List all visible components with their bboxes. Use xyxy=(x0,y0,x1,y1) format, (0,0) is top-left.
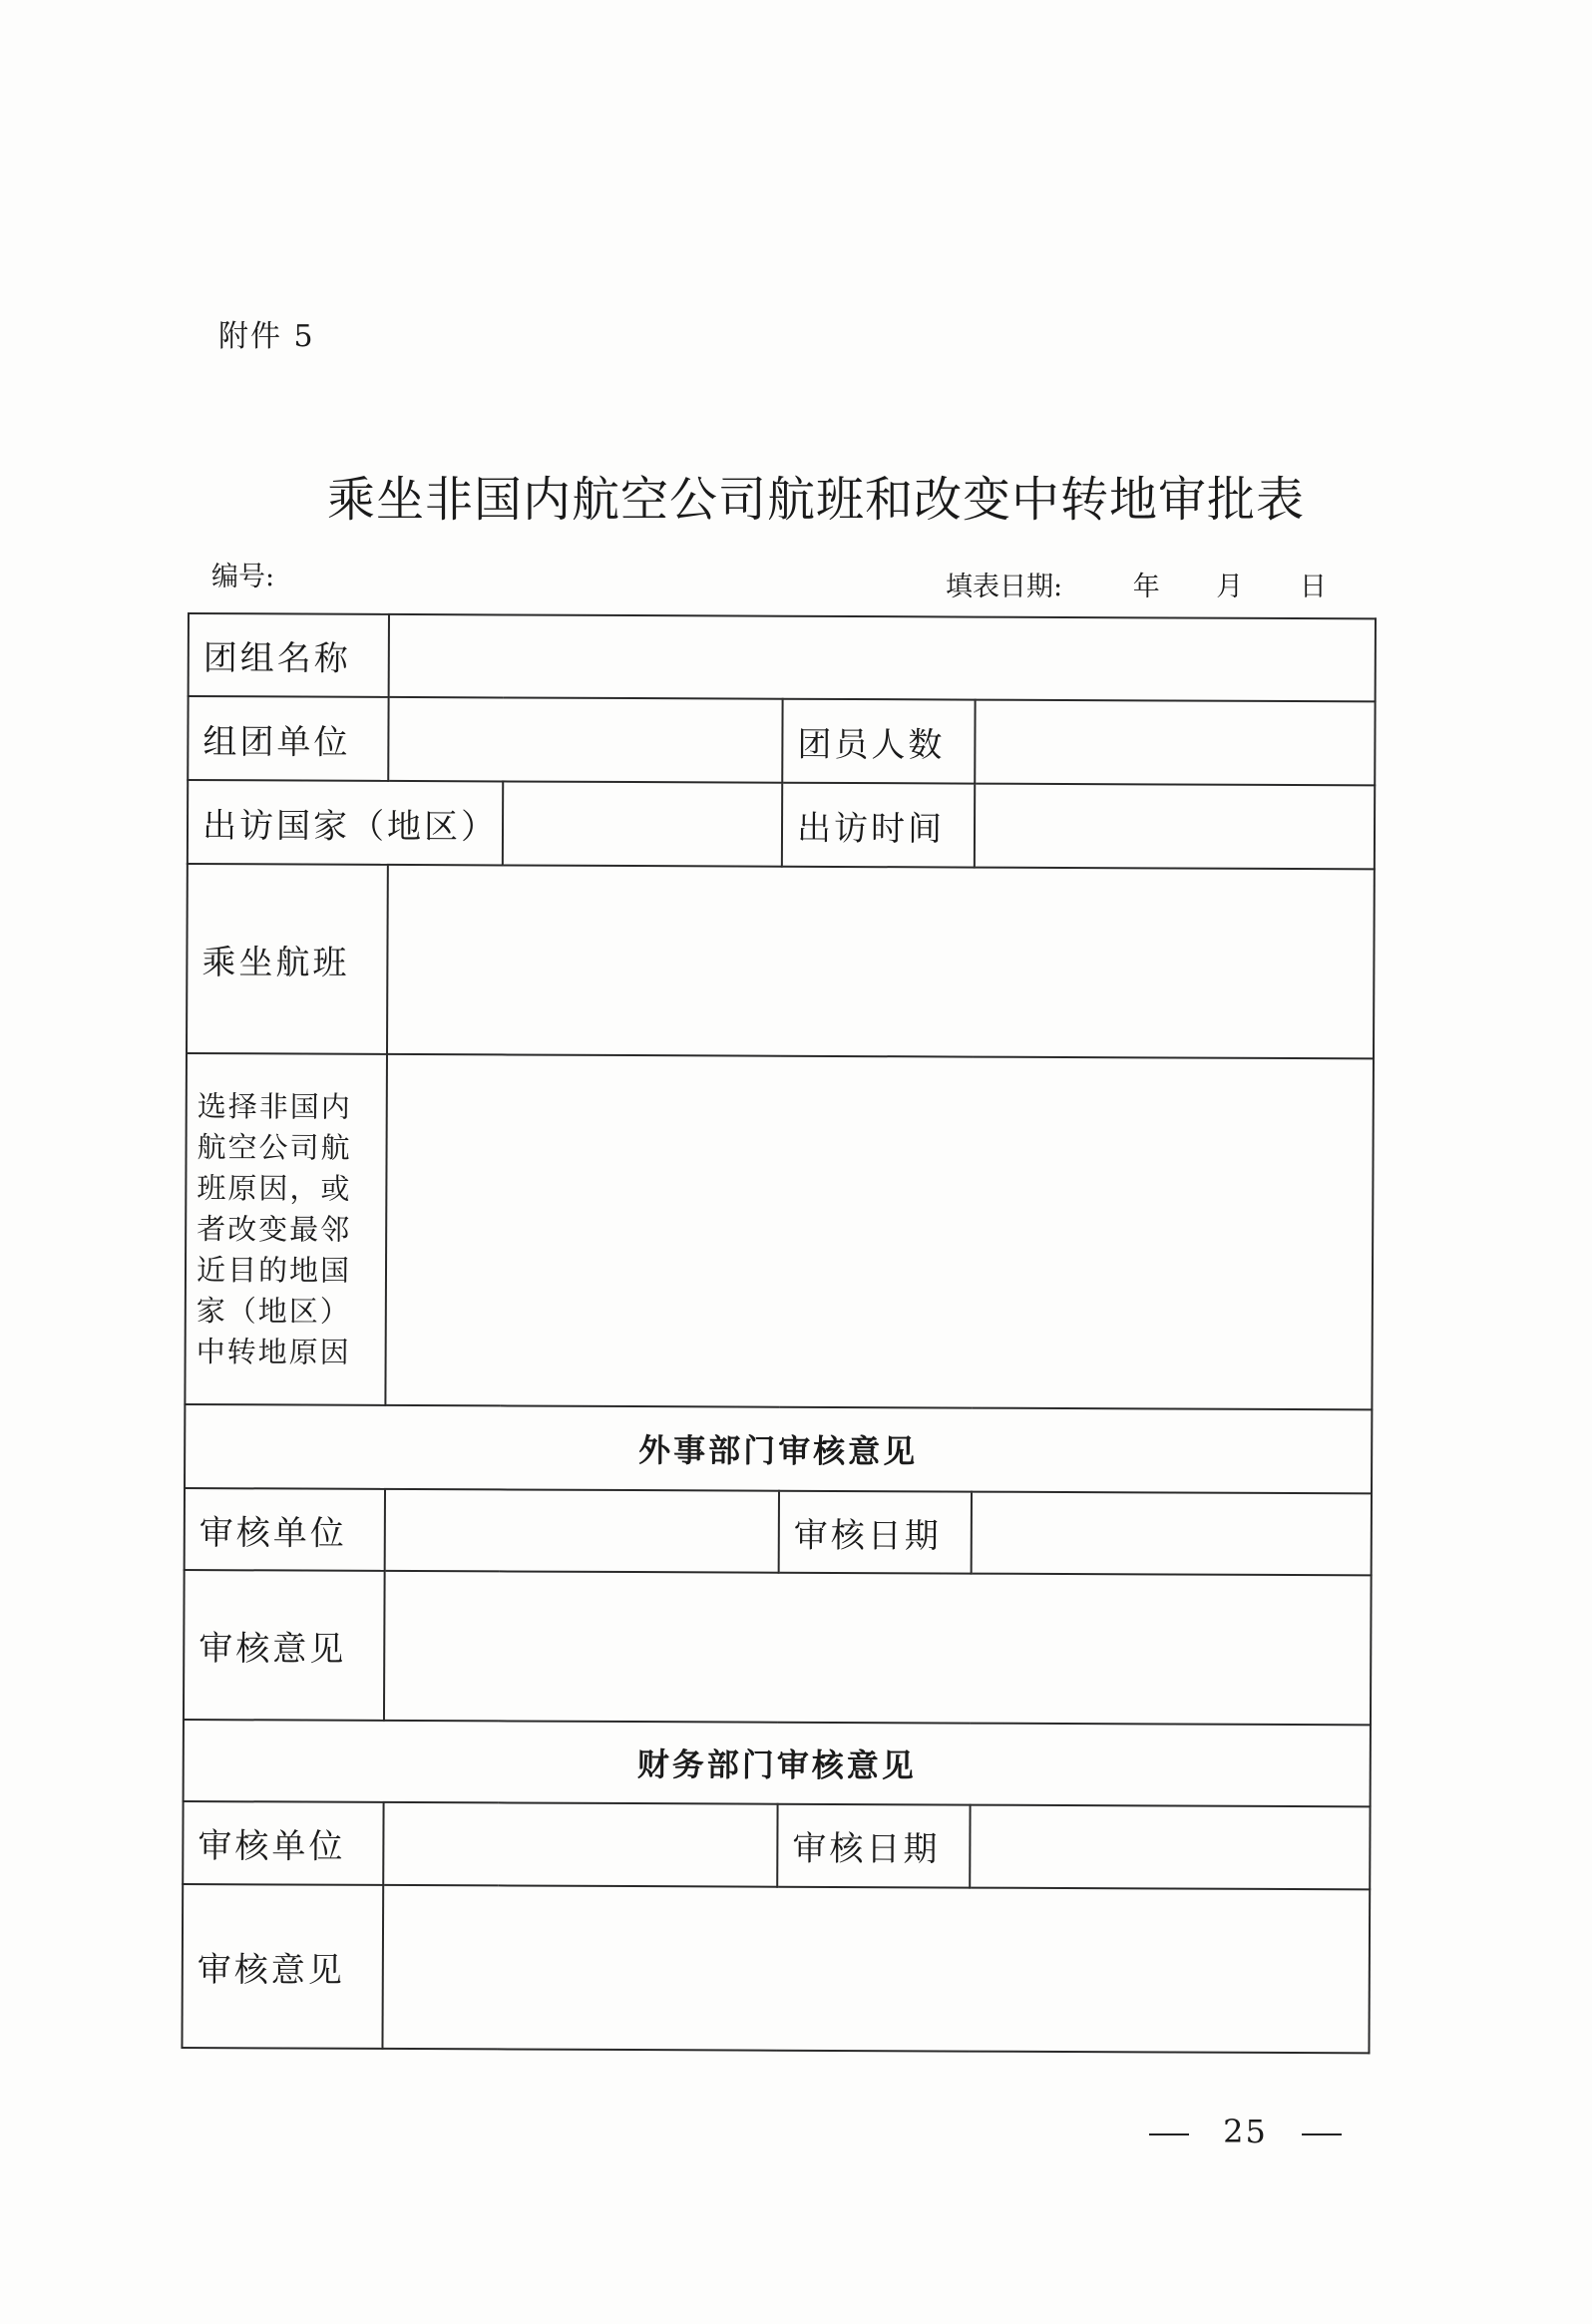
form-title: 乘坐非国内航空公司航班和改变中转地审批表 xyxy=(326,472,1305,528)
reason-label: 选择非国内航空公司航班原因，或者改变最邻近目的地国家（地区）中转地原因 xyxy=(185,1053,387,1405)
page-number-dash-right xyxy=(1302,2133,1342,2135)
row-flight xyxy=(187,864,1375,1058)
row-foreign-affairs-opinion xyxy=(184,1570,1372,1725)
finance-unit-field[interactable] xyxy=(383,1802,777,1887)
finance-opinion-field[interactable] xyxy=(382,1885,1370,2053)
flight-field[interactable] xyxy=(387,865,1375,1058)
foreign-affairs-unit-field[interactable] xyxy=(385,1489,779,1573)
fill-date xyxy=(946,565,1327,603)
row-organizer xyxy=(188,696,1375,785)
row-foreign-affairs-unit xyxy=(185,1488,1372,1575)
organizer-label: 组团单位 xyxy=(188,696,388,781)
finance-opinion-label: 审核意见 xyxy=(182,1884,383,2049)
fill-date-year: 年 xyxy=(1132,572,1160,602)
row-group-name xyxy=(189,613,1376,701)
destination-field[interactable] xyxy=(503,781,782,866)
fill-date-label: 填表日期: xyxy=(946,572,1063,602)
row-finance-heading xyxy=(184,1720,1371,1806)
page-number xyxy=(1149,2113,1342,2150)
attachment-label: 附件 5 xyxy=(218,319,315,354)
finance-date-field[interactable] xyxy=(970,1805,1370,1890)
row-reason xyxy=(185,1053,1374,1409)
row-finance-unit xyxy=(183,1801,1370,1889)
destination-label: 出访国家（地区） xyxy=(188,780,503,865)
row-foreign-affairs-heading xyxy=(185,1404,1372,1493)
member-count-label: 团员人数 xyxy=(782,699,975,784)
finance-heading: 财务部门审核意见 xyxy=(184,1720,1371,1806)
foreign-affairs-date-label: 审核日期 xyxy=(779,1491,972,1574)
reason-field[interactable] xyxy=(385,1054,1374,1409)
group-name-label: 团组名称 xyxy=(189,613,389,697)
page-number-value: 25 xyxy=(1223,2113,1268,2150)
fill-date-day: 日 xyxy=(1299,572,1327,602)
page-number-dash-left xyxy=(1149,2133,1189,2135)
foreign-affairs-opinion-field[interactable] xyxy=(384,1571,1372,1725)
foreign-affairs-opinion-label: 审核意见 xyxy=(184,1570,385,1721)
row-finance-opinion xyxy=(182,1884,1370,2053)
foreign-affairs-date-field[interactable] xyxy=(972,1492,1372,1576)
fill-date-month: 月 xyxy=(1216,572,1244,602)
serial-number-label: 编号: xyxy=(211,562,275,592)
organizer-field[interactable] xyxy=(388,697,782,783)
member-count-field[interactable] xyxy=(975,700,1375,786)
finance-date-label: 审核日期 xyxy=(777,1804,970,1888)
finance-unit-label: 审核单位 xyxy=(183,1801,383,1885)
group-name-field[interactable] xyxy=(389,614,1376,701)
flight-label: 乘坐航班 xyxy=(187,864,388,1054)
visit-time-field[interactable] xyxy=(975,784,1375,870)
foreign-affairs-unit-label: 审核单位 xyxy=(185,1488,385,1571)
foreign-affairs-heading: 外事部门审核意见 xyxy=(185,1404,1372,1493)
row-destination xyxy=(188,780,1375,869)
approval-form-table xyxy=(181,612,1377,2054)
visit-time-label: 出访时间 xyxy=(782,783,975,868)
